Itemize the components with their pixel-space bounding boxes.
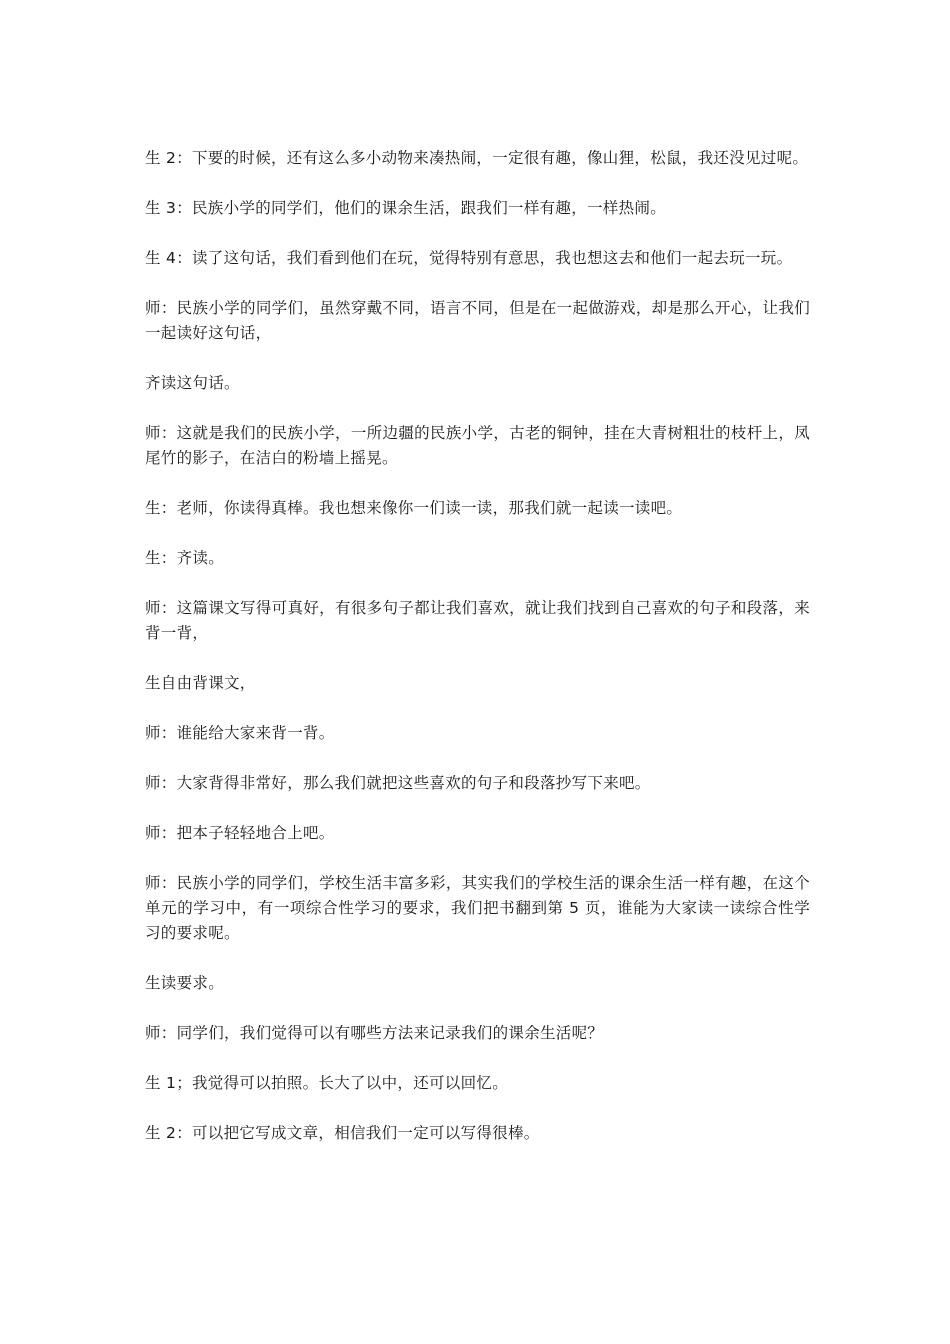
paragraph: 生自由背课文， [145,674,256,692]
paragraph: 师：把本子轻轻地合上吧。 [145,824,335,842]
paragraph: 生读要求。 [145,974,225,992]
paragraph: 齐读这句话。 [145,374,240,392]
paragraph: 师：大家背得非常好，那么我们就把这些喜欢的句子和段落抄写下来吧。 [145,774,651,792]
paragraph: 生 3：民族小学的同学们，他们的课余生活，跟我们一样有趣，一样热闹。 [145,199,666,217]
paragraph: 师：民族小学的同学们，虽然穿戴不同，语言不同，但是在一起做游戏，却是那么开心，让我们一起读好这句话， [145,299,810,342]
paragraph: 师：这就是我们的民族小学，一所边疆的民族小学，古老的铜钟，挂在大青树粗壮的枝杆上，凤尾竹的影子，在洁白的粉墙上摇晃。 [145,424,810,467]
document-body [145,146,810,1171]
paragraph: 师：谁能给大家来背一背。 [145,724,335,742]
paragraph: 生 1；我觉得可以拍照。长大了以中，还可以回忆。 [145,1074,508,1092]
paragraph: 生：老师，你读得真棒。我也想来像你一们读一读，那我们就一起读一读吧。 [145,499,683,517]
paragraph: 师：这篇课文写得可真好，有很多句子都让我们喜欢，就让我们找到自己喜欢的句子和段落，来背一背， [145,599,810,642]
paragraph: 生 2：下要的时候，还有这么多小动物来凑热闹，一定很有趣，像山狸，松鼠，我还没见过呢。 [145,149,809,167]
paragraph: 师：民族小学的同学们，学校生活丰富多彩，其实我们的学校生活的课余生活一样有趣，在这个单元的学习中，有一项综合性学习的要求，我们把书翻到第 5 页，谁能为大家读一读综合性学习的要求呢。 [145,874,810,942]
paragraph: 师：同学们，我们觉得可以有哪些方法来记录我们的课余生活呢？ [145,1024,604,1042]
paragraph: 生：齐读。 [145,549,225,567]
paragraph: 生 4：读了这句话，我们看到他们在玩，觉得特别有意思，我也想这去和他们一起去玩一玩。 [145,249,793,267]
paragraph: 生 2：可以把它写成文章，相信我们一定可以写得很棒。 [145,1124,540,1142]
